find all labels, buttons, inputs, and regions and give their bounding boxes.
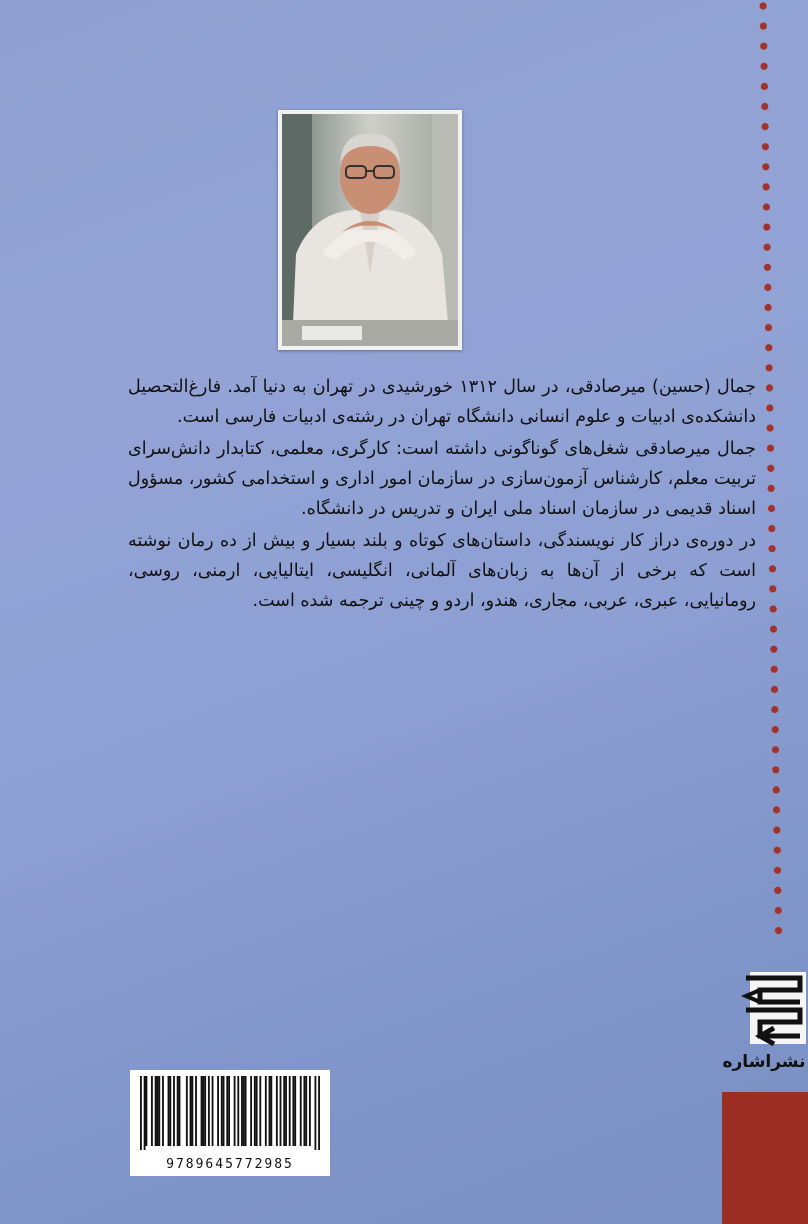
- barcode-bar: [256, 1076, 258, 1146]
- border-dot: [773, 786, 780, 793]
- barcode-bar: [195, 1076, 197, 1146]
- barcode-bar: [140, 1076, 142, 1150]
- border-dot: [762, 143, 769, 150]
- barcode-bar: [173, 1076, 175, 1146]
- author-photo: [278, 110, 462, 350]
- barcode-bar: [300, 1076, 302, 1146]
- border-dot: [767, 445, 774, 452]
- barcode-bar: [289, 1076, 291, 1146]
- border-dot: [763, 203, 770, 210]
- barcode-bar: [234, 1076, 236, 1146]
- border-dot: [760, 2, 767, 9]
- border-dot: [767, 465, 774, 472]
- barcode-bar: [158, 1076, 160, 1146]
- barcode-bar: [270, 1076, 272, 1146]
- border-dot: [770, 605, 777, 612]
- bio-paragraph: جمال میرصادقی شغل‌های گوناگونی داشته است: کارگری، معلمی، کتابدار دانش‌سرای تربیت معلم، کارشناس آزمون‌سازی در سازمان امور اداری و استخدامی کشور، مسؤول اسناد قدیمی در سازمان اسناد ملی ایران و تدریس در دانشگاه.: [128, 439, 756, 519]
- barcode-bar: [204, 1076, 206, 1146]
- barcode-bar: [201, 1076, 203, 1146]
- barcode-digits: 9789645772985: [166, 1157, 294, 1172]
- barcode-bar: [276, 1076, 278, 1146]
- arrow-bracket-logo-icon: [720, 968, 808, 1052]
- barcode-bar: [241, 1076, 243, 1146]
- border-dot: [770, 626, 777, 633]
- barcode-bar: [292, 1076, 294, 1146]
- border-dot: [765, 324, 772, 331]
- border-dot: [762, 123, 769, 130]
- border-dot: [764, 284, 771, 291]
- border-dot: [772, 726, 779, 733]
- barcode-bar: [318, 1076, 320, 1150]
- barcode-bar: [265, 1076, 267, 1146]
- barcode-bar: [237, 1076, 239, 1146]
- barcode-bar: [305, 1076, 307, 1146]
- barcode-bar: [294, 1076, 296, 1146]
- barcode-bar: [168, 1076, 170, 1146]
- barcode-bar: [283, 1076, 285, 1146]
- barcode-bar: [228, 1076, 230, 1146]
- barcode-bar: [169, 1076, 171, 1146]
- barcode-bar: [157, 1076, 159, 1146]
- border-dot: [763, 224, 770, 231]
- barcode-bar: [259, 1076, 261, 1146]
- barcode-bar: [280, 1076, 282, 1146]
- border-dot: [774, 887, 781, 894]
- publisher-name: نشراشاره: [722, 1052, 806, 1072]
- border-dot: [769, 585, 776, 592]
- barcode-bar: [245, 1076, 247, 1146]
- barcode-bar: [208, 1076, 210, 1146]
- border-dot: [763, 183, 770, 190]
- barcode-bar: [162, 1076, 164, 1146]
- border-dot: [766, 384, 773, 391]
- border-dot: [765, 304, 772, 311]
- barcode-bar: [202, 1076, 204, 1146]
- barcode-bar: [190, 1076, 192, 1146]
- barcode-bar: [191, 1076, 193, 1146]
- border-dot: [772, 766, 779, 773]
- border-dot: [767, 425, 774, 432]
- barcode-bar: [223, 1076, 225, 1146]
- border-dot: [764, 244, 771, 251]
- barcode-bar: [151, 1076, 153, 1146]
- border-dot: [761, 63, 768, 70]
- barcode-bar: [217, 1076, 219, 1146]
- barcode-bar: [269, 1076, 271, 1146]
- dotted-border: [758, 0, 788, 960]
- border-dot: [768, 485, 775, 492]
- bio-paragraph: جمال (حسین) میرصادقی، در سال ۱۳۱۲ خورشیدی در تهران به دنیا آمد. فارغ‌التحصیل دانشکده‌ی ادبیات و علوم انسانی دانشگاه تهران در رشته‌ی ادبیات فارسی است.: [128, 377, 756, 427]
- border-dot: [773, 806, 780, 813]
- border-dot: [774, 867, 781, 874]
- border-dot: [762, 163, 769, 170]
- border-dot: [774, 847, 781, 854]
- border-dot: [775, 927, 782, 934]
- border-dot: [769, 565, 776, 572]
- barcode-bar: [186, 1076, 188, 1146]
- border-dot: [771, 666, 778, 673]
- border-dot: [773, 827, 780, 834]
- border-dot: [764, 264, 771, 271]
- barcode-bar: [146, 1076, 148, 1146]
- border-dot: [772, 746, 779, 753]
- barcode-bar: [243, 1076, 245, 1146]
- isbn-barcode: [130, 1070, 330, 1176]
- border-dot: [766, 364, 773, 371]
- publisher-logo: [720, 968, 808, 1078]
- border-dot: [760, 43, 767, 50]
- author-biography: [128, 372, 756, 618]
- border-dot: [760, 23, 767, 30]
- barcode-bar: [309, 1076, 311, 1146]
- border-dot: [761, 83, 768, 90]
- border-dot: [761, 103, 768, 110]
- portrait-icon: [282, 114, 458, 346]
- border-dot: [775, 907, 782, 914]
- border-dot: [771, 686, 778, 693]
- border-dot: [770, 646, 777, 653]
- bio-paragraph: در دوره‌ی دراز کار نویسندگی، داستان‌های کوتاه و بلند بسیار و بیش از ده رمان نوشته است که برخی از آن‌ها به زبان‌های آلمانی، انگلیسی، ایتالیایی، ارمنی، روسی، رومانیایی، عبری، عربی، مجاری، هندو، اردو و چینی ترجمه شده است.: [128, 531, 756, 611]
- border-dot: [769, 545, 776, 552]
- border-dot: [768, 525, 775, 532]
- border-dot: [765, 344, 772, 351]
- barcode-bar: [285, 1076, 287, 1146]
- barcode-bar: [212, 1076, 214, 1146]
- spine-color-block: [722, 1092, 808, 1224]
- border-dot: [766, 404, 773, 411]
- barcode-bar: [221, 1076, 223, 1146]
- barcode-bar: [250, 1076, 252, 1146]
- barcode-bar: [179, 1076, 181, 1146]
- barcode-bar: [254, 1076, 256, 1146]
- barcode-bar: [177, 1076, 179, 1146]
- barcode-bars: [130, 1070, 330, 1150]
- border-dot: [771, 706, 778, 713]
- barcode-bar: [226, 1076, 228, 1146]
- barcode-bar: [303, 1076, 305, 1146]
- border-dot: [768, 505, 775, 512]
- barcode-bar: [314, 1076, 316, 1150]
- barcode-bar: [144, 1076, 146, 1150]
- barcode-bar: [155, 1076, 157, 1146]
